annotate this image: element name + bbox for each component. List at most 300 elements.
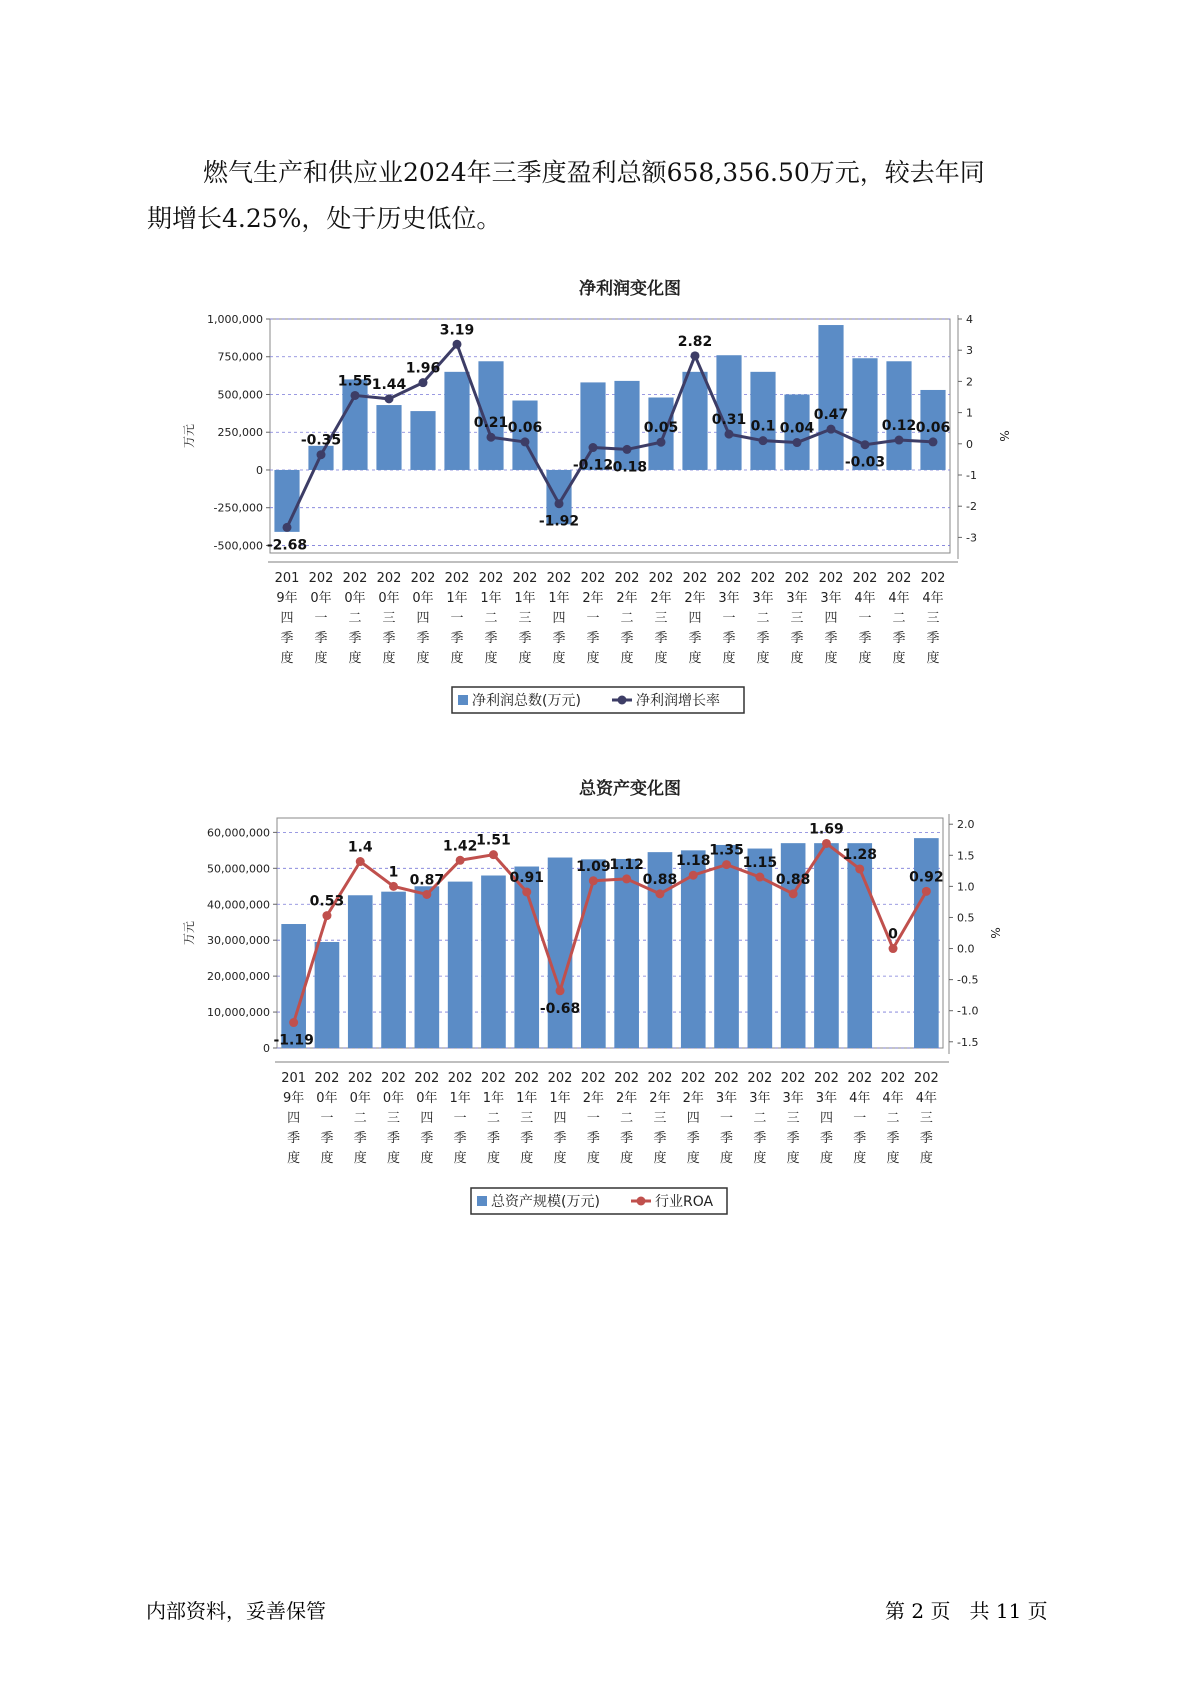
- net-profit-data-label: 3.19: [439, 322, 475, 339]
- net-profit-xtick-label: [479, 571, 504, 666]
- total-assets-xtick-label-line: 三: [387, 1111, 401, 1126]
- total-assets-xtick-label-line: 202: [447, 1071, 473, 1086]
- net-profit-xtick-label: [717, 571, 742, 666]
- total-assets-xtick-label: [681, 1071, 706, 1166]
- total-assets-xtick-label-line: 202: [314, 1071, 340, 1086]
- net-profit-xtick-label-line: 二: [620, 611, 634, 626]
- net-profit-data-label: 1.96: [405, 360, 441, 377]
- total-assets-line-point: [289, 1018, 298, 1027]
- total-assets-xtick-label-line: 度: [786, 1151, 800, 1166]
- net-profit-data-label: 1.44: [371, 376, 407, 393]
- total-assets-xtick-label-line: 季: [919, 1131, 933, 1146]
- net-profit-xtick-label-line: 4年: [888, 591, 910, 606]
- total-assets-xtick-label: [481, 1071, 506, 1166]
- total-assets-xtick-label-line: 202: [680, 1071, 706, 1086]
- net-profit-line-point: [419, 378, 428, 387]
- total-assets-xtick-label-line: 季: [753, 1131, 767, 1146]
- total-assets-xtick-label-line: 四: [686, 1111, 700, 1126]
- net-profit-xtick-label-line: 度: [620, 651, 634, 666]
- total-assets-data-label: 0.91: [509, 869, 545, 886]
- total-assets-y2tick-label: 2.0: [957, 818, 975, 832]
- net-profit-line-point: [759, 436, 768, 445]
- net-profit-xtick-label-line: 度: [722, 651, 736, 666]
- total-assets-xtick-label-line: 2年: [582, 1091, 604, 1106]
- total-assets-xtick-label-line: 一: [720, 1111, 734, 1126]
- net-profit-xtick-label-line: 202: [716, 571, 742, 586]
- net-profit-xtick-label-line: 202: [648, 571, 674, 586]
- net-profit-xtick-label: [819, 571, 844, 666]
- net-profit-xtick-label-line: 2年: [616, 591, 638, 606]
- total-assets-xtick-label: [581, 1071, 606, 1166]
- total-assets-xtick-label-line: 3年: [715, 1091, 738, 1106]
- net-profit-xtick-label-line: 季: [382, 631, 396, 646]
- net-profit-xtick-label-line: 4年: [922, 591, 944, 606]
- total-assets-data-label: 1.28: [842, 846, 878, 863]
- net-profit-line-point: [623, 445, 632, 454]
- net-profit-xtick-label-line: 季: [348, 631, 362, 646]
- net-profit-xtick-label-line: 201: [274, 571, 300, 586]
- net-profit-xtick-label-line: 季: [824, 631, 838, 646]
- total-assets-bar: [315, 942, 340, 1048]
- total-assets-line-point: [589, 876, 598, 885]
- net-profit-xtick-label-line: 二: [348, 611, 362, 626]
- net-profit-xtick-label-line: 三: [382, 611, 396, 626]
- net-profit-xtick-label-line: 3年: [718, 591, 740, 606]
- total-assets-xtick-label-line: 度: [353, 1151, 367, 1166]
- total-assets-xtick-label-line: 二: [620, 1111, 634, 1126]
- total-assets-xtick-label: [414, 1071, 439, 1166]
- net-profit-data-label: -1.92: [538, 513, 580, 530]
- total-assets-line-point: [522, 887, 531, 896]
- net-profit-ytick-label: 1,000,000: [207, 313, 263, 326]
- total-assets-xtick-label-line: 一: [586, 1111, 600, 1126]
- net-profit-xtick-label: [581, 571, 606, 666]
- total-assets-xtick-label-line: 202: [614, 1071, 640, 1086]
- net-profit-y2tick-label: 3: [966, 344, 973, 358]
- net-profit-xtick-label: [411, 571, 436, 666]
- total-assets-xtick-label-line: 0年: [349, 1091, 371, 1106]
- net-profit-xtick-label-line: 一: [586, 611, 600, 626]
- total-assets-xtick-label-line: 1年: [549, 1091, 571, 1106]
- total-assets-xtick-label-line: 度: [486, 1151, 500, 1166]
- net-profit-xtick-label-line: 202: [852, 571, 878, 586]
- net-profit-line-point: [895, 436, 904, 445]
- net-profit-legend-line-marker: [618, 696, 627, 705]
- total-assets-xtick-label-line: 季: [819, 1131, 833, 1146]
- net-profit-bar: [410, 411, 435, 470]
- total-assets-data-label: -1.19: [273, 1032, 314, 1049]
- net-profit-xtick-label-line: 3年: [786, 591, 808, 606]
- total-assets-line-point: [922, 887, 931, 896]
- total-assets-xtick-label-line: 度: [620, 1151, 634, 1166]
- net-profit-xtick-label-line: 季: [552, 631, 566, 646]
- net-profit-xtick-label-line: 0年: [412, 591, 434, 606]
- total-assets-xtick-label-line: 4年: [915, 1091, 937, 1106]
- total-assets-data-label: 1.09: [576, 858, 611, 875]
- net-profit-legend-bar-swatch: [458, 695, 468, 705]
- total-assets-xtick-label-line: 度: [287, 1151, 301, 1166]
- net-profit-xtick-label-line: 2年: [582, 591, 604, 606]
- total-assets-y2tick-label: 0.0: [957, 942, 975, 956]
- total-assets-line-point: [855, 864, 864, 873]
- total-assets-line-point: [889, 944, 898, 953]
- net-profit-data-label: 0.1: [750, 418, 776, 435]
- net-profit-xtick-label-line: 202: [546, 571, 572, 586]
- total-assets-xtick-label-line: 二: [753, 1111, 767, 1126]
- net-profit-xtick-label-line: 度: [280, 651, 294, 666]
- total-assets-xtick-label: [814, 1071, 839, 1166]
- net-profit-data-label: -0.18: [606, 459, 648, 476]
- net-profit-xtick-label-line: 季: [654, 631, 668, 646]
- total-assets-xtick-label-line: 度: [420, 1151, 434, 1166]
- total-assets-y2tick-label: 1.0: [957, 880, 975, 894]
- net-profit-y2tick-label: 0: [966, 437, 973, 451]
- net-profit-ytick-label: -250,000: [213, 501, 263, 515]
- net-profit-y2tick-label: 2: [966, 375, 973, 389]
- total-assets-y2tick-label: -1.5: [957, 1035, 979, 1049]
- net-profit-xtick-label-line: 202: [444, 571, 470, 586]
- net-profit-xtick-label-line: 1年: [480, 591, 502, 606]
- total-assets-xtick-label-line: 201: [281, 1071, 307, 1086]
- total-assets-xtick-label-line: 季: [353, 1131, 367, 1146]
- net-profit-xtick-label: [751, 571, 776, 666]
- total-assets-bar: [548, 858, 573, 1048]
- net-profit-xtick-label-line: 季: [450, 631, 464, 646]
- total-assets-xtick-label-line: 季: [320, 1131, 334, 1146]
- total-assets-xtick-label-line: 季: [553, 1131, 567, 1146]
- total-assets-data-label: 1.4: [347, 839, 373, 856]
- net-profit-xtick-label: [377, 571, 402, 666]
- total-assets-ylabel: 万元: [182, 920, 196, 946]
- total-assets-xtick-label-line: 季: [586, 1131, 600, 1146]
- net-profit-xtick-label-line: 202: [920, 571, 946, 586]
- net-profit-bar: [886, 361, 911, 470]
- net-profit-xtick-label-line: 202: [376, 571, 402, 586]
- total-assets-bar: [381, 892, 406, 1048]
- net-profit-xtick-label-line: 9年: [276, 591, 298, 606]
- net-profit-xtick-label-line: 四: [824, 611, 838, 626]
- net-profit-line-point: [691, 351, 700, 360]
- net-profit-line-point: [317, 450, 326, 459]
- total-assets-xtick-label-line: 季: [886, 1131, 900, 1146]
- net-profit-xtick-label: [683, 571, 708, 666]
- total-assets-xtick-label-line: 202: [880, 1071, 906, 1086]
- total-assets-bar: [714, 845, 739, 1048]
- total-assets-data-label: 0.53: [309, 893, 345, 910]
- total-assets-xtick-label: [914, 1071, 939, 1166]
- net-profit-xtick-label-line: 季: [688, 631, 702, 646]
- total-assets-data-label: 0: [888, 926, 898, 943]
- total-assets-line-point: [556, 986, 565, 995]
- total-assets-data-label: 1.35: [709, 842, 744, 859]
- total-assets-data-label: 1.15: [742, 855, 778, 872]
- total-assets-bar: [448, 882, 473, 1048]
- total-assets-line-point: [389, 882, 398, 891]
- total-assets-xtick-label-line: 季: [653, 1131, 667, 1146]
- total-assets-xtick-label-line: 度: [520, 1151, 534, 1166]
- summary-paragraph: [147, 150, 1047, 242]
- net-profit-xtick-label-line: 季: [280, 631, 294, 646]
- total-assets-line-point: [456, 856, 465, 865]
- total-assets-xtick-label-line: 度: [720, 1151, 734, 1166]
- net-profit-xtick-label-line: 季: [858, 631, 872, 646]
- net-profit-y2tick-label: -2: [966, 500, 977, 514]
- net-profit-xtick-label-line: 度: [926, 651, 940, 666]
- total-assets-line-point: [322, 911, 331, 920]
- total-assets-xtick-label-line: 202: [514, 1071, 540, 1086]
- total-assets-xtick-label: [847, 1071, 872, 1166]
- total-assets-data-label: 1.18: [675, 853, 711, 870]
- net-profit-xtick-label-line: 二: [756, 611, 770, 626]
- total-assets-ytick-label: 30,000,000: [207, 934, 270, 948]
- total-assets-legend-bar-label: 总资产规模(万元): [491, 1194, 600, 1210]
- total-assets-xtick-label-line: 季: [387, 1131, 401, 1146]
- net-profit-xtick-label-line: 度: [382, 651, 396, 666]
- total-assets-xtick-label-line: 4年: [849, 1091, 871, 1106]
- total-assets-xtick-label-line: 一: [320, 1111, 334, 1126]
- total-assets-xtick-label-line: 202: [547, 1071, 573, 1086]
- net-profit-xtick-label-line: 四: [280, 611, 294, 626]
- net-profit-xtick-label-line: 季: [926, 631, 940, 646]
- net-profit-data-label: 1.55: [337, 373, 373, 390]
- total-assets-xtick-label-line: 度: [453, 1151, 467, 1166]
- net-profit-y2tick-label: -1: [966, 469, 977, 482]
- total-assets-y2tick-label: -1.0: [957, 1004, 979, 1018]
- net-profit-xtick-label-line: 季: [586, 631, 600, 646]
- total-assets-legend-line-label: 行业ROA: [655, 1194, 714, 1210]
- net-profit-xtick-label-line: 0年: [310, 591, 332, 606]
- net-profit-xtick-label-line: 度: [586, 651, 600, 666]
- total-assets-xtick-label-line: 三: [786, 1111, 800, 1126]
- total-assets-ytick-label: 0: [263, 1042, 270, 1055]
- net-profit-xtick-label-line: 度: [450, 651, 464, 666]
- net-profit-line-point: [487, 433, 496, 442]
- total-assets-xtick-label-line: 4年: [882, 1091, 904, 1106]
- total-assets-xtick-label-line: 度: [686, 1151, 700, 1166]
- net-profit-data-label: 0.05: [643, 420, 679, 437]
- total-assets-xtick-label: [614, 1071, 639, 1166]
- total-assets-data-label: 1.12: [609, 856, 644, 873]
- total-assets-xtick-label: [381, 1071, 406, 1166]
- total-assets-data-label: 1.42: [442, 838, 478, 855]
- total-assets-bar: [481, 876, 506, 1049]
- net-profit-xtick-label-line: 1年: [548, 591, 570, 606]
- net-profit-line-point: [385, 394, 394, 403]
- total-assets-xtick-label-line: 202: [347, 1071, 373, 1086]
- total-assets-xtick-label-line: 一: [853, 1111, 867, 1126]
- net-profit-line-point: [793, 438, 802, 447]
- net-profit-xtick-label-line: 202: [308, 571, 334, 586]
- net-profit-data-label: 0.06: [507, 419, 543, 436]
- net-profit-xtick-label-line: 202: [512, 571, 538, 586]
- total-assets-xtick-label-line: 季: [620, 1131, 634, 1146]
- total-assets-xtick-label-line: 202: [481, 1071, 506, 1086]
- total-assets-xtick-label: [281, 1071, 306, 1166]
- total-assets-xtick-label-line: 季: [453, 1131, 467, 1146]
- total-assets-bar: [814, 843, 839, 1048]
- net-profit-y2tick-label: 4: [966, 313, 973, 326]
- total-assets-y2tick-label: 0.5: [957, 911, 975, 925]
- total-assets-ytick-label: 10,000,000: [207, 1006, 270, 1020]
- net-profit-y2tick-label: 1: [966, 406, 973, 420]
- total-assets-xtick-label: [315, 1071, 340, 1166]
- net-profit-xtick-label-line: 0年: [344, 591, 366, 606]
- net-profit-xtick-label-line: 202: [784, 571, 810, 586]
- total-assets-xtick-label-line: 度: [819, 1151, 833, 1166]
- total-assets-xtick-label-line: 度: [387, 1151, 401, 1166]
- net-profit-xtick-label-line: 季: [756, 631, 770, 646]
- total-assets-xtick-label: [648, 1071, 673, 1166]
- net-profit-legend-line-label: 净利润增长率: [636, 693, 720, 709]
- total-assets-xtick-label-line: 202: [847, 1071, 873, 1086]
- total-assets-bar: [348, 895, 373, 1048]
- total-assets-xtick-label-line: 四: [420, 1111, 434, 1126]
- total-assets-xtick-label-line: 三: [653, 1111, 667, 1126]
- net-profit-xtick-label-line: 202: [818, 571, 844, 586]
- net-profit-xtick-label-line: 季: [892, 631, 906, 646]
- net-profit-xtick-label-line: 季: [518, 631, 532, 646]
- total-assets-bar: [614, 859, 639, 1048]
- total-assets-xtick-label-line: 1年: [449, 1091, 471, 1106]
- net-profit-xtick-label-line: 度: [654, 651, 668, 666]
- total-assets-data-label: -0.68: [539, 1000, 581, 1017]
- net-profit-xtick-label: [921, 571, 946, 666]
- total-assets-xtick-label-line: 1年: [482, 1091, 505, 1106]
- total-assets-xtick-label-line: 季: [686, 1131, 700, 1146]
- total-assets-line-point: [356, 857, 365, 866]
- net-profit-xtick-label-line: 一: [314, 611, 328, 626]
- net-profit-bar: [444, 372, 469, 470]
- total-assets-xtick-label-line: 3年: [749, 1091, 771, 1106]
- total-assets-xtick-label-line: 度: [753, 1151, 767, 1166]
- total-assets-data-label: 0.92: [909, 869, 944, 886]
- total-assets-xtick-label: [781, 1071, 806, 1166]
- net-profit-bar: [682, 372, 707, 470]
- net-profit-legend-bar-label: 净利润总数(万元): [472, 693, 581, 709]
- footer-confidential-note: 内部资料，妥善保管: [146, 1599, 326, 1623]
- total-assets-xtick-label-line: 202: [580, 1071, 606, 1086]
- net-profit-xtick-label-line: 四: [416, 611, 430, 626]
- summary-line-1: 燃气生产和供应业2024年三季度盈利总额658,356.50万元，较去年同: [203, 158, 985, 187]
- total-assets-xtick-label-line: 二: [486, 1111, 500, 1126]
- net-profit-xtick-label-line: 度: [416, 651, 430, 666]
- net-profit-xtick-label-line: 度: [858, 651, 872, 666]
- net-profit-xtick-label: [853, 571, 878, 666]
- net-profit-xtick-label-line: 度: [518, 651, 532, 666]
- net-profit-chart-svg: [0, 260, 1191, 720]
- total-assets-xtick-label-line: 202: [714, 1071, 739, 1086]
- total-assets-xtick-label-line: 季: [853, 1131, 867, 1146]
- total-assets-ytick-label: 20,000,000: [207, 970, 270, 984]
- footer-page-number: 第 2 页 共 11 页: [885, 1599, 1048, 1623]
- total-assets-y2tick-label: -0.5: [957, 973, 979, 987]
- net-profit-xtick-label-line: 度: [790, 651, 804, 666]
- net-profit-bar: [852, 358, 877, 470]
- total-assets-xtick-label-line: 度: [320, 1151, 334, 1166]
- total-assets-data-label: 0.87: [409, 872, 445, 889]
- total-assets-xtick-label-line: 度: [586, 1151, 600, 1166]
- net-profit-xtick-label: [445, 571, 470, 666]
- net-profit-data-label: 0.06: [915, 419, 951, 436]
- total-assets-xtick-label-line: 度: [919, 1151, 933, 1166]
- total-assets-xtick-label-line: 季: [786, 1131, 800, 1146]
- net-profit-ytick-label: 750,000: [217, 350, 263, 364]
- net-profit-xtick-label-line: 度: [756, 651, 770, 666]
- total-assets-chart-svg: [0, 760, 1191, 1220]
- net-profit-data-label: -2.68: [266, 537, 308, 554]
- net-profit-data-label: -0.12: [572, 457, 614, 474]
- total-assets-xtick-label-line: 202: [814, 1071, 839, 1086]
- total-assets-ytick-label: 60,000,000: [207, 826, 270, 840]
- net-profit-data-label: 0.47: [813, 407, 849, 424]
- total-assets-line-point: [789, 889, 798, 898]
- total-assets-xtick-label-line: 202: [381, 1071, 406, 1086]
- net-profit-data-label: 0.31: [711, 412, 747, 429]
- net-profit-xtick-label-line: 202: [478, 571, 504, 586]
- total-assets-xtick-label-line: 202: [747, 1071, 773, 1086]
- total-assets-xtick-label: [714, 1071, 739, 1166]
- total-assets-xtick-label-line: 2年: [616, 1091, 638, 1106]
- total-assets-xtick-label-line: 三: [919, 1111, 933, 1126]
- net-profit-xtick-label-line: 度: [314, 651, 328, 666]
- net-profit-line-point: [521, 437, 530, 446]
- net-profit-line-point: [725, 430, 734, 439]
- net-profit-xtick-label-line: 二: [484, 611, 498, 626]
- total-assets-xtick-label-line: 1年: [516, 1091, 538, 1106]
- net-profit-xtick-label-line: 季: [484, 631, 498, 646]
- total-assets-xtick-label: [448, 1071, 473, 1166]
- net-profit-xtick-label: [275, 571, 300, 666]
- total-assets-bar: [415, 886, 440, 1048]
- total-assets-xtick-label-line: 二: [886, 1111, 900, 1126]
- net-profit-xtick-label-line: 1年: [446, 591, 468, 606]
- net-profit-ytick-label: 0: [256, 463, 263, 477]
- net-profit-xtick-label-line: 202: [614, 571, 640, 586]
- net-profit-xtick-label-line: 季: [416, 631, 430, 646]
- net-profit-bar: [614, 381, 639, 470]
- net-profit-xtick-label-line: 一: [858, 611, 872, 626]
- net-profit-xtick-label-line: 一: [722, 611, 736, 626]
- net-profit-xtick-label-line: 度: [892, 651, 906, 666]
- net-profit-line-point: [555, 499, 564, 508]
- total-assets-bar: [847, 843, 872, 1048]
- net-profit-xtick-label: [513, 571, 538, 666]
- net-profit-xtick-label: [649, 571, 674, 666]
- total-assets-xtick-label-line: 季: [287, 1131, 301, 1146]
- total-assets-xtick-label-line: 0年: [316, 1091, 338, 1106]
- total-assets-xtick-label-line: 3年: [782, 1091, 804, 1106]
- net-profit-xtick-label-line: 3年: [820, 591, 842, 606]
- total-assets-legend-line-marker: [637, 1197, 646, 1206]
- net-profit-xtick-label-line: 202: [682, 571, 708, 586]
- net-profit-line-point: [657, 438, 666, 447]
- net-profit-xtick-label: [615, 571, 640, 666]
- net-profit-xtick-label-line: 四: [688, 611, 702, 626]
- net-profit-ylabel: 万元: [182, 423, 196, 449]
- net-profit-xtick-label-line: 1年: [514, 591, 536, 606]
- net-profit-line-point: [929, 437, 938, 446]
- net-profit-xtick-label: [309, 571, 334, 666]
- net-profit-xtick-label-line: 度: [552, 651, 566, 666]
- total-assets-xtick-label-line: 2年: [682, 1091, 704, 1106]
- total-assets-xtick-label-line: 四: [819, 1111, 833, 1126]
- total-assets-line-point: [422, 890, 431, 899]
- net-profit-xtick-label-line: 2年: [650, 591, 672, 606]
- total-assets-data-label: 1.51: [476, 832, 511, 849]
- total-assets-xtick-label-line: 202: [780, 1071, 806, 1086]
- total-assets-xtick-label: [348, 1071, 373, 1166]
- total-assets-y2label: %: [988, 927, 1002, 939]
